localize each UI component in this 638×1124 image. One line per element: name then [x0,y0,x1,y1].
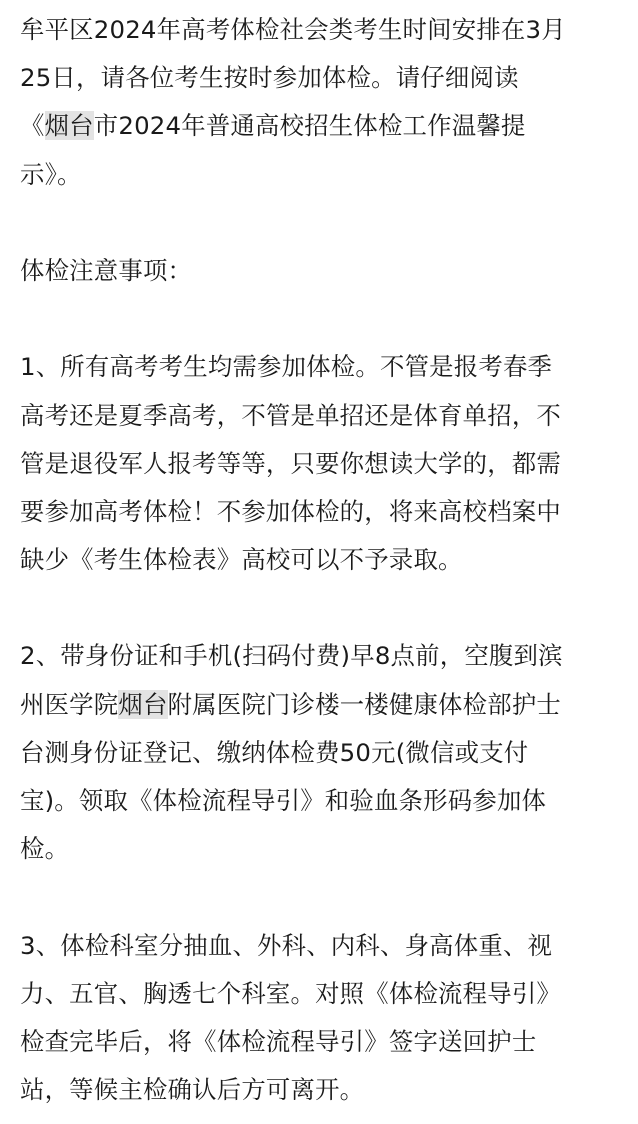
item-1-line-1: 1、所有高考考生均需参加体检。不管是报考春季 [20,352,553,382]
item-2-line-4: 宝)。领取《体检流程导引》和验血条形码参加体 [20,786,547,815]
item-1-line-5: 缺少《考生体检表》高校可以不予录取。 [20,545,463,575]
notice-heading: 体检注意事项： [20,255,193,285]
intro-line-2: 25日，请各位考生按时参加体检。请仔细阅读 [20,63,519,93]
highlight-keyword: 烟台 [118,689,168,719]
paragraph-gap [20,199,628,247]
item-3-line-2: 力、五官、胸透七个科室。对照《体检流程导引》 [20,978,561,1008]
item-2-line-2 [20,681,628,729]
highlight-keyword: 烟台 [44,111,94,141]
item-2-line-2-after: 附属医院门诊楼一楼健康体检部护士 [167,689,562,719]
item-3-line-1: 3、体检科室分抽血、外科、内科、身高体重、视 [20,930,553,960]
paragraph-gap [20,873,628,921]
intro-line-3 [20,102,628,150]
intro-line-3-before: 《 [20,111,45,141]
item-2-line-3: 台测身份证登记、缴纳体检费50元(微信或支付 [20,737,529,767]
notice-item-1 [20,343,628,584]
item-3-line-3: 检查完毕后，将《体检流程导引》签字送回护士 [20,1026,537,1056]
item-1-line-3: 管是退役军人报考等等，只要你想读大学的，都需 [20,448,561,478]
paragraph-gap [20,584,628,632]
intro-line-3-after: 市2024年普通高校招生体检工作温馨提 [93,111,526,141]
notice-item-3 [20,922,628,1115]
paragraph-gap [20,295,628,343]
item-2-line-5: 检。 [20,834,70,864]
item-2-line-2-before: 州医学院 [20,689,119,719]
item-1-line-4: 要参加高考体检！不参加体检的，将来高校档案中 [20,496,561,526]
intro-line-4: 示》。 [20,159,82,189]
intro-paragraph [20,6,628,199]
item-1-line-2: 高考还是夏季高考，不管是单招还是体育单招，不 [20,400,561,430]
item-2-line-1: 2、带身份证和手机(扫码付费)早8点前，空腹到滨 [20,641,563,671]
item-3-line-4: 站，等候主检确认后方可离开。 [20,1075,365,1105]
intro-line-1: 牟平区2024年高考体检社会类考生时间安排在3月 [20,15,566,44]
notice-item-2 [20,632,628,873]
article-body [20,6,628,1114]
